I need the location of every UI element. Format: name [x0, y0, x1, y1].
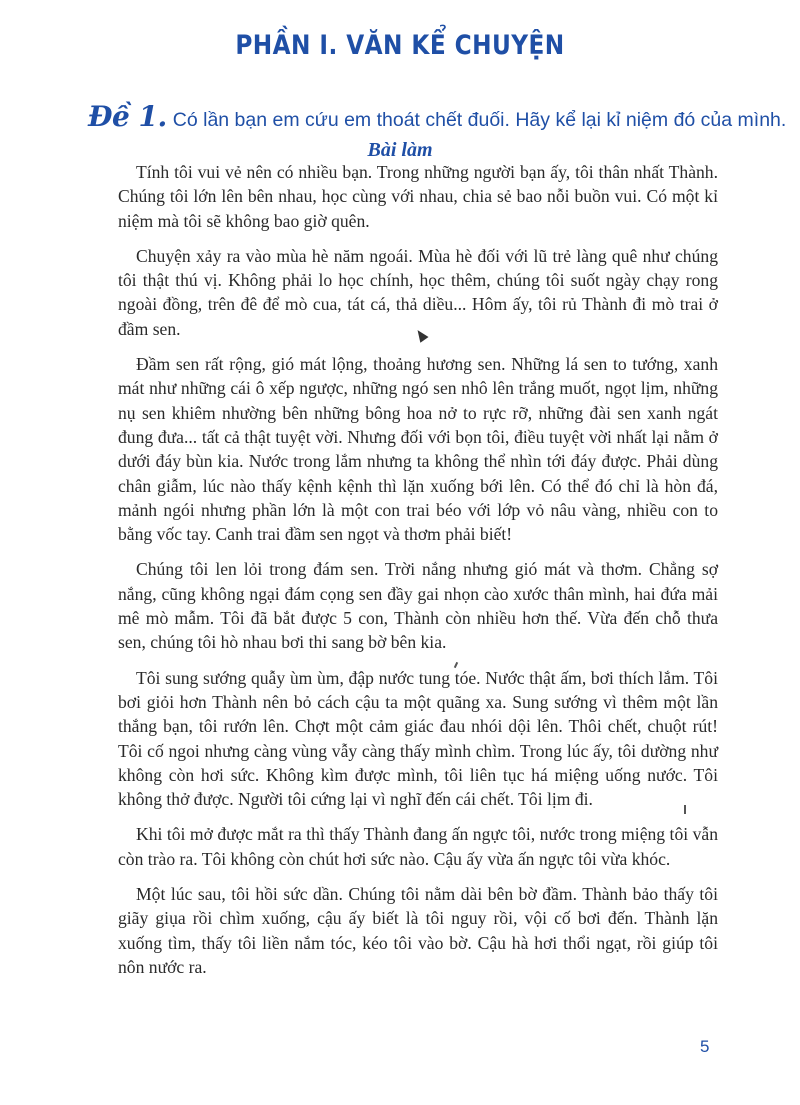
exercise-prompt: [88, 100, 787, 133]
page-number: 5: [700, 1037, 710, 1056]
essay-paragraph: Chúng tôi len lỏi trong đám sen. Trời nắng nhưng gió mát và thơm. Chẳng sợ nắng, cũng không ngại đám cọng sen đầy gai nhọn cào xước thân mình, hai đứa mải mê mò mẫm. Tôi đã bắt được 5 con, Thành còn nhiều hơn thế. Vừa đến chỗ thưa sen, chúng tôi hò nhau bơi thi sang bờ bên kia.: [118, 559, 718, 653]
scan-speck-mark: [684, 805, 686, 814]
essay-paragraph: Chuyện xảy ra vào mùa hè năm ngoái. Mùa hè đối với lũ trẻ làng quê như chúng tôi thật thú vị. Không phải lo học chính, học thêm, chúng tôi suốt ngày chạy rong ngoài đồng, trên đê để mò cua, tát cá, thả diều... Hôm ấy, tôi rủ Thành đi mò trai ở đầm sen.: [118, 245, 718, 339]
essay-body: [118, 160, 718, 990]
essay-paragraph: Tính tôi vui vẻ nên có nhiều bạn. Trong những người bạn ấy, tôi thân nhất Thành. Chúng tôi lớn lên bên nhau, học cùng với nhau, chia sẻ bao nỗi buồn vui. Có một kỉ niệm mà tôi sẽ không bao giờ quên.: [118, 162, 718, 231]
answer-heading: Bài làm: [367, 139, 433, 161]
essay-paragraph: Một lúc sau, tôi hồi sức dần. Chúng tôi nằm dài bên bờ đầm. Thành bảo thấy tôi giãy giụa rồi chìm xuống, cậu ấy biết là tôi nguy rồi, vội cố bơi đến. Thành lặn xuống tìm, thấy tôi liền nắm tóc, kéo tôi vào bờ. Cậu hà hơi thổi ngạt, rồi giúp tôi nôn nước ra.: [118, 884, 718, 977]
essay-paragraph: Đầm sen rất rộng, gió mát lộng, thoảng hương sen. Những lá sen to tướng, xanh mát như những cái ô xếp ngược, những ngó sen nhô lên trắng muốt, ngọt lịm, những nụ sen khiêm nhường bên những bông hoa nở to rực rỡ, những đài sen xanh ngát đung đưa... tất cả thật tuyệt vời. Nhưng đối với bọn tôi, điều tuyệt vời nhất lại nằm ở dưới đáy bùn kia. Nước trong lắm nhưng ta không thể nhìn tới đáy được. Phải dùng chân giẫm, lúc nào thấy kệnh kệnh thì lặn xuống bới lên. Có thể đó chỉ là hòn đá, mảnh ngói nhưng phần lớn là một con trai béo với lớp vỏ nâu vàng, nhiều con to bằng vốc tay. Canh trai đầm sen ngọt và thơm phải biết!: [118, 354, 718, 545]
exercise-question: Có lần bạn em cứu em thoát chết đuối. Hãy kể lại kỉ niệm đó của mình.: [172, 109, 787, 131]
page-title: PHẦN I. VĂN KỂ CHUYỆN: [235, 30, 565, 61]
essay-paragraph: Khi tôi mở được mắt ra thì thấy Thành đang ấn ngực tôi, nước trong miệng tôi vẫn còn trào ra. Tôi không còn chút hơi sức nào. Cậu ấy vừa ấn ngực tôi vừa khóc.: [118, 824, 718, 869]
essay-paragraph: Tôi sung sướng quẫy ùm ùm, đập nước tung tóe. Nước thật ấm, bơi thích lắm. Tôi bơi giỏi hơn Thành nên bỏ cách cậu ta một quãng xa. Sung sướng vì thêm một lần thắng bạn, tôi rướn lên. Chợt một cảm giác đau nhói dội lên. Thôi chết, chuột rút! Tôi cố ngoi nhưng càng vùng vẫy càng thấy mình chìm. Trong lúc ấy, tôi dường như không còn hơi sức. Không kìm được mình, tôi liên tục há miệng uống nước. Tôi không thở được. Người tôi cứng lại vì nghĩ đến cái chết. Tôi lịm đi.: [118, 667, 718, 810]
exercise-label: Đề 1.: [88, 100, 167, 133]
